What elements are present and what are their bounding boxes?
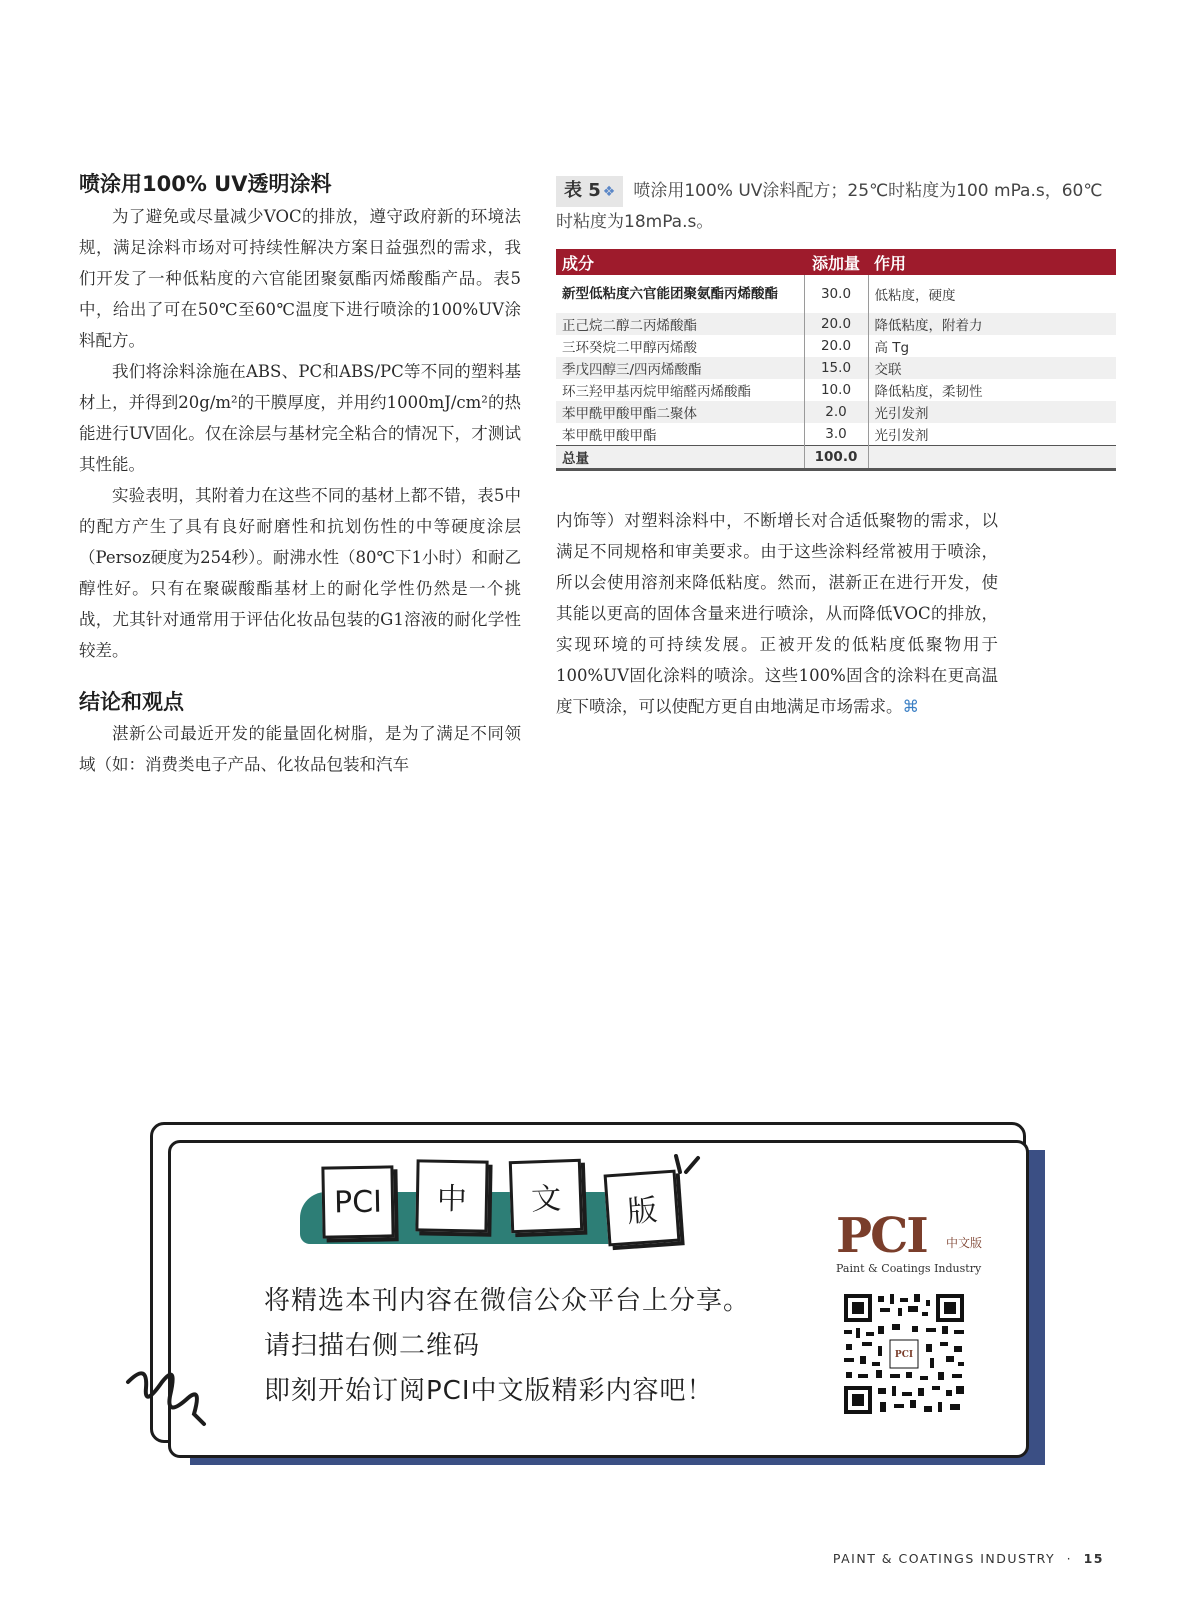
ingredient-amount: 10.0 (804, 379, 868, 401)
ingredient-role: 光引发剂 (868, 423, 1116, 446)
table-caption-text: 喷涂用100% UV涂料配方；25℃时粘度为100 mPa.s，60℃时粘度为18mPa.s。 (556, 181, 1103, 232)
ingredient-amount: 20.0 (804, 313, 868, 335)
table-row (556, 379, 1116, 401)
pci-logo: PCI (836, 1208, 927, 1264)
table-row (556, 401, 1116, 423)
table-row (556, 423, 1116, 446)
table-row (556, 357, 1116, 379)
footer-separator: · (1066, 1551, 1073, 1566)
ingredient-role: 高 Tg (868, 335, 1116, 357)
table-total-row (556, 446, 1116, 470)
publication-name: PAINT & COATINGS INDUSTRY (832, 1551, 1056, 1566)
scribble-icon (118, 1352, 210, 1434)
ingredient-name: 新型低粘度六官能团聚氨酯丙烯酸酯 (556, 275, 804, 313)
key-zhong: 中 (415, 1159, 488, 1232)
body-paragraph: 实验表明，其附着力在这些不同的基材上都不错，表5中的配方产生了具有良好耐磨性和抗划伤性的中等硬度涂层（Persoz硬度为254秒）。耐沸水性（80℃下1小时）和耐乙醇性好。只有在聚碳酸酯基材上的耐化学性仍然是一个挑战，尤其针对通常用于评估化妆品包装的G1溶液的耐化学性较差。 (79, 486, 521, 660)
qr-code[interactable] (842, 1292, 966, 1416)
ingredient-role: 降低粘度，柔韧性 (868, 379, 1116, 401)
column-header: 成分 (556, 249, 804, 275)
column-header: 添加量 (804, 249, 868, 275)
ingredient-name: 环三羟甲基丙烷甲缩醛丙烯酸酯 (556, 379, 804, 401)
section2-body-cont (556, 505, 998, 722)
table-row (556, 275, 1116, 313)
key-pci: PCI (321, 1165, 394, 1238)
banner-line-share: 将精选本刊内容在微信公众平台上分享。 (264, 1286, 751, 1316)
table-row (556, 313, 1116, 335)
section-heading-conclusion: 结论和观点 (79, 690, 184, 714)
page-footer (833, 1551, 1104, 1566)
banner-line-scan: 请扫描右侧二维码 (264, 1331, 481, 1361)
ingredient-amount: 30.0 (804, 275, 868, 313)
ingredient-name: 苯甲酰甲酸甲酯二聚体 (556, 401, 804, 423)
end-mark-icon: ⌘ (902, 697, 919, 716)
section1-body (79, 201, 521, 666)
body-paragraph: 内饰等）对塑料涂料中，不断增长对合适低聚物的需求，以满足不同规格和审美要求。由于这些涂料经常被用于喷涂，所以会使用溶剂来降低粘度。然而，湛新正在进行开发，使其能以更高的固体含量来进行喷涂，从而降低VOC的排放，实现环境的可持续发展。正被开发的低粘度低聚物用于100%UV固化涂料的喷涂。这些100%固含的涂料在更高温度下喷涂，可以使配方更自由地满足市场需求。⌘ (556, 511, 998, 716)
ingredient-amount: 2.0 (804, 401, 868, 423)
formula-table (556, 249, 1116, 471)
table-header-row (556, 249, 1116, 275)
ingredient-amount: 15.0 (804, 357, 868, 379)
ingredient-name: 苯甲酰甲酸甲酯 (556, 423, 804, 446)
spark-icon (670, 1150, 704, 1178)
column-header: 作用 (868, 249, 1116, 275)
pci-logo-sub: 中文版 (946, 1236, 983, 1250)
total-role (868, 446, 1116, 470)
total-amount: 100.0 (804, 446, 868, 470)
total-label: 总量 (556, 446, 804, 470)
ingredient-amount: 20.0 (804, 335, 868, 357)
ingredient-role: 低粘度，硬度 (868, 275, 1116, 313)
table-row (556, 335, 1116, 357)
ingredient-name: 三环癸烷二甲醇丙烯酸 (556, 335, 804, 357)
ingredient-name: 正己烷二醇二丙烯酸酯 (556, 313, 804, 335)
body-paragraph: 我们将涂料涂施在ABS、PC和ABS/PC等不同的塑料基材上，并得到20g/m²的干膜厚度，并用约1000mJ/cm²的热能进行UV固化。仅在涂层与基材完全粘合的情况下，才测试其性能。 (79, 362, 521, 474)
ingredient-name: 季戊四醇三/四丙烯酸酯 (556, 357, 804, 379)
section-heading-uv-clear-coating: 喷涂用100% UV透明涂料 (79, 172, 332, 196)
ingredient-role: 光引发剂 (868, 401, 1116, 423)
table-label: 表 5 ❖ (556, 176, 623, 207)
section2-body-start (79, 718, 521, 780)
body-paragraph: 湛新公司最近开发的能量固化树脂，是为了满足不同领域（如：消费类电子产品、化妆品包装和汽车 (79, 724, 521, 774)
page-number: 15 (1083, 1551, 1104, 1566)
key-ban: 版 (604, 1170, 681, 1247)
qr-center-logo: PCI (894, 1350, 914, 1360)
table-caption (556, 176, 1116, 237)
diamond-icon: ❖ (602, 184, 616, 200)
body-paragraph: 为了避免或尽量减少VOC的排放，遵守政府新的环境法规，满足涂料市场对可持续性解决方案日益强烈的需求，我们开发了一种低粘度的六官能团聚氨酯丙烯酸酯产品。表5中，给出了可在50℃至60℃温度下进行喷涂的100%UV涂料配方。 (79, 207, 521, 350)
key-wen: 文 (509, 1159, 583, 1233)
ingredient-amount: 3.0 (804, 423, 868, 446)
ingredient-role: 交联 (868, 357, 1116, 379)
banner-line-subscribe: 即刻开始订阅PCI中文版精彩内容吧！ (264, 1376, 714, 1406)
ingredient-role: 降低粘度，附着力 (868, 313, 1116, 335)
pci-logo-tagline: Paint & Coatings Industry (836, 1262, 982, 1275)
